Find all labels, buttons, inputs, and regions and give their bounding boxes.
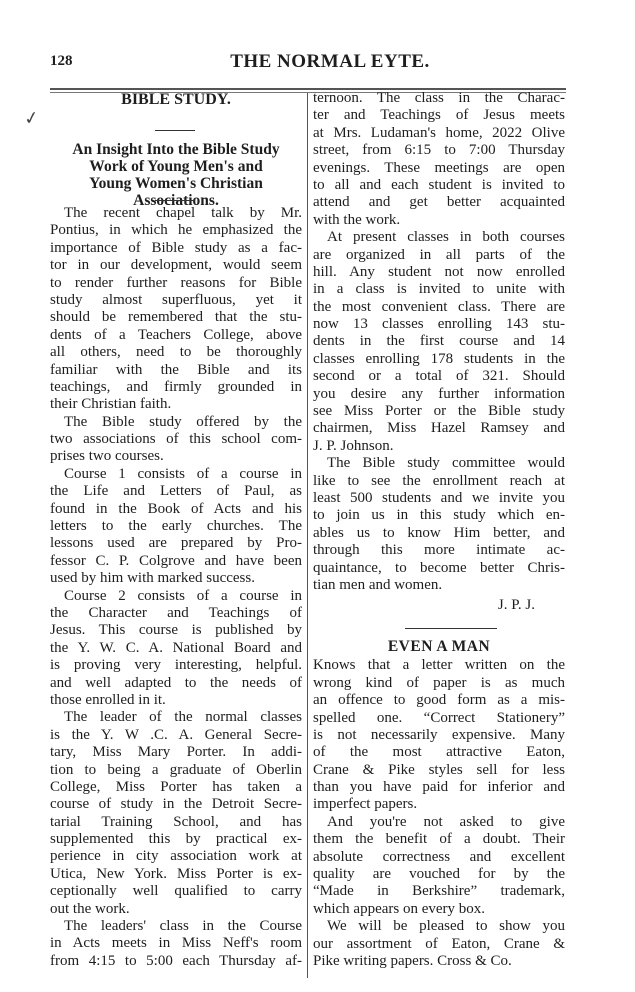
text-line: letters to the early churches. The — [50, 518, 302, 535]
text-line: tian men and women. — [313, 576, 443, 593]
paragraph — [50, 918, 302, 970]
text-line: all others, need to be thoroughly — [50, 344, 302, 361]
article-subheading — [50, 141, 302, 209]
page-number: 128 — [50, 53, 73, 69]
text-line: second or a total of 321. Should — [313, 368, 565, 385]
text-line: Crane & Pike styles sell for less — [313, 761, 565, 778]
paragraph — [313, 814, 565, 918]
text-line: hill. Any student not now enrolled — [313, 263, 565, 280]
text-line: And you're not asked to give — [327, 813, 565, 830]
publication-title: THE NORMAL EYTE. — [230, 51, 430, 72]
signature: J. P. J. — [497, 597, 535, 614]
text-line: is proving very interesting, helpful. — [50, 657, 302, 674]
text-line: We will be pleased to show you — [327, 918, 565, 935]
text-line: them the benefit of a doubt. Their — [313, 831, 565, 848]
text-line: evenings. These meetings are open — [313, 159, 565, 176]
paragraph — [50, 205, 302, 414]
text-line: importance of Bible study as a fac- — [50, 239, 302, 256]
column-divider — [307, 93, 308, 978]
subheading-line: Work of Young Men's and — [89, 158, 263, 175]
paragraph — [313, 657, 565, 814]
text-line: quality are vouched for by the — [313, 866, 565, 883]
text-line: out the work. — [50, 900, 130, 917]
text-line: classes enrolling 178 students in the — [313, 350, 565, 367]
text-line: our assortment of Eaton, Crane & — [313, 935, 565, 952]
subheading-line: Young Women's Christian — [89, 175, 263, 192]
text-line: to join us in this study which en- — [313, 507, 565, 524]
text-line: should be remembered that the stu- — [50, 309, 302, 326]
paragraph — [313, 229, 565, 455]
paragraph — [50, 466, 302, 588]
paragraph — [313, 90, 565, 229]
paragraph — [313, 918, 565, 970]
text-line: dents in the first course and 14 — [313, 333, 565, 350]
text-line: At present classes in both courses — [327, 229, 565, 246]
text-line: the Character and Teachings of — [50, 604, 302, 621]
text-line: found in the Book of Acts and his — [50, 500, 302, 517]
text-line: The Bible study offered by the — [64, 413, 302, 430]
text-line: ter and Teachings of Jesus meets — [313, 107, 565, 124]
text-line: Jesus. This course is published by — [50, 622, 302, 639]
advert-heading: EVEN A MAN — [387, 638, 491, 656]
subheading-line: An Insight Into the Bible Study — [72, 141, 280, 158]
text-line: dents of a Teachers College, above — [50, 326, 302, 343]
paragraph — [313, 455, 565, 594]
text-line: quaintance, to become better Chris- — [313, 559, 565, 576]
text-line: the most convenient class. There are — [313, 298, 565, 315]
text-line: now 13 classes enrolling 143 stu- — [313, 316, 565, 333]
text-line: used by him with marked success. — [50, 570, 255, 587]
text-line: tarial Training School, and has — [50, 813, 302, 830]
text-line: tor in our development, would seem — [50, 257, 302, 274]
section-rule — [405, 628, 497, 629]
text-line: is the Y. W .C. A. General Secre- — [50, 726, 302, 743]
text-line: and well adapted to the needs of — [50, 674, 302, 691]
text-line: The leader of the normal classes — [64, 709, 302, 726]
text-line: course of study in the Detroit Secre- — [50, 796, 302, 813]
text-line: are organized in all parts of the — [313, 246, 565, 263]
text-line: is not necessarily expensive. Many — [313, 726, 565, 743]
subheading-rule — [155, 200, 195, 201]
text-line: their Christian faith. — [50, 396, 172, 413]
text-line: with the work. — [313, 211, 401, 228]
text-line: the Y. W. C. A. National Board and — [50, 639, 302, 656]
text-line: the Life and Letters of Paul, as — [50, 483, 302, 500]
text-line: street, from 6:15 to 7:00 Thursday — [313, 142, 565, 159]
check-mark-icon: ✓ — [22, 106, 41, 130]
text-line: teachings, and firmly grounded in — [50, 378, 302, 395]
text-line: wrong kind of paper is as much — [313, 674, 565, 691]
text-line: ceptionally well qualified to carry — [50, 883, 302, 900]
text-line: familiar with the Bible and its — [50, 361, 302, 378]
text-line: College, Miss Porter has taken a — [50, 778, 302, 795]
text-line: which appears on every box. — [313, 900, 486, 917]
text-line: in Acts meets in Miss Neff's room — [50, 935, 302, 952]
heading-rule — [155, 130, 195, 131]
text-line: J. P. Johnson. — [313, 437, 394, 454]
text-line: tary, Miss Mary Porter. In addi- — [50, 744, 302, 761]
paragraph — [50, 414, 302, 466]
right-column — [313, 90, 565, 970]
text-line: Utica, New York. Miss Porter is ex- — [50, 865, 302, 882]
text-line: prises two courses. — [50, 448, 164, 465]
text-line: of the most attractive Eaton, — [313, 744, 565, 761]
text-line: Course 1 consists of a course in — [64, 465, 302, 482]
text-line: ables us to know Him better, and — [313, 524, 565, 541]
text-line: The Bible study committee would — [327, 455, 565, 472]
text-line: to render further reasons for Bible — [50, 274, 302, 291]
text-line: an offence to good form as a mis- — [313, 692, 565, 709]
text-line: supplemented this by practical ex- — [50, 831, 302, 848]
text-line: tion to being a graduate of Oberlin — [50, 761, 302, 778]
text-line: to all and each student is invited to — [313, 176, 565, 193]
text-line: in a class is invited to unite with — [313, 281, 565, 298]
text-line: “Made in Berkshire” trademark, — [313, 883, 565, 900]
text-line: imperfect papers. — [313, 796, 418, 813]
text-line: through this more intimate ac- — [313, 542, 565, 559]
article-heading: BIBLE STUDY. — [121, 91, 231, 108]
text-line: Pike writing papers. Cross & Co. — [313, 952, 512, 969]
text-line: study almost superfluous, yet it — [50, 291, 302, 308]
text-line: fessor C. P. Colgrove and have been — [50, 552, 302, 569]
text-line: than you have paid for inferior and — [313, 779, 565, 796]
text-line: you desire any further information — [313, 385, 565, 402]
subheading-line: Associations. — [133, 192, 219, 209]
text-line: chairmen, Miss Hazel Ramsey and — [313, 420, 565, 437]
text-line: lessons used are prepared by Pro- — [50, 535, 302, 552]
text-line: spelled one. “Correct Stationery” — [313, 709, 565, 726]
text-line: Knows that a letter written on the — [313, 657, 565, 674]
text-line: like to see the enrollment reach at — [313, 472, 565, 489]
text-line: least 500 students and we invite you — [313, 489, 565, 506]
text-line: The leaders' class in the Course — [64, 918, 302, 935]
text-line: those enrolled in it. — [50, 691, 166, 708]
paragraph — [50, 709, 302, 918]
text-line: at Mrs. Ludaman's home, 2022 Olive — [313, 124, 565, 141]
text-line: attend and get better acquainted — [313, 194, 565, 211]
text-line: two associations of this school com- — [50, 431, 302, 448]
text-line: Course 2 consists of a course in — [64, 587, 302, 604]
text-line: see Miss Porter or the Bible study — [313, 403, 565, 420]
paragraph — [50, 588, 302, 710]
left-column — [50, 205, 302, 970]
text-line: Pontius, in which he emphasized the — [50, 222, 302, 239]
text-line: from 4:15 to 5:00 each Thursday af- — [50, 952, 302, 969]
text-line: absolute correctness and excellent — [313, 848, 565, 865]
text-line: The recent chapel talk by Mr. — [64, 205, 302, 221]
text-line: perience in city association work at — [50, 848, 302, 865]
text-line: ternoon. The class in the Charac- — [313, 90, 565, 106]
